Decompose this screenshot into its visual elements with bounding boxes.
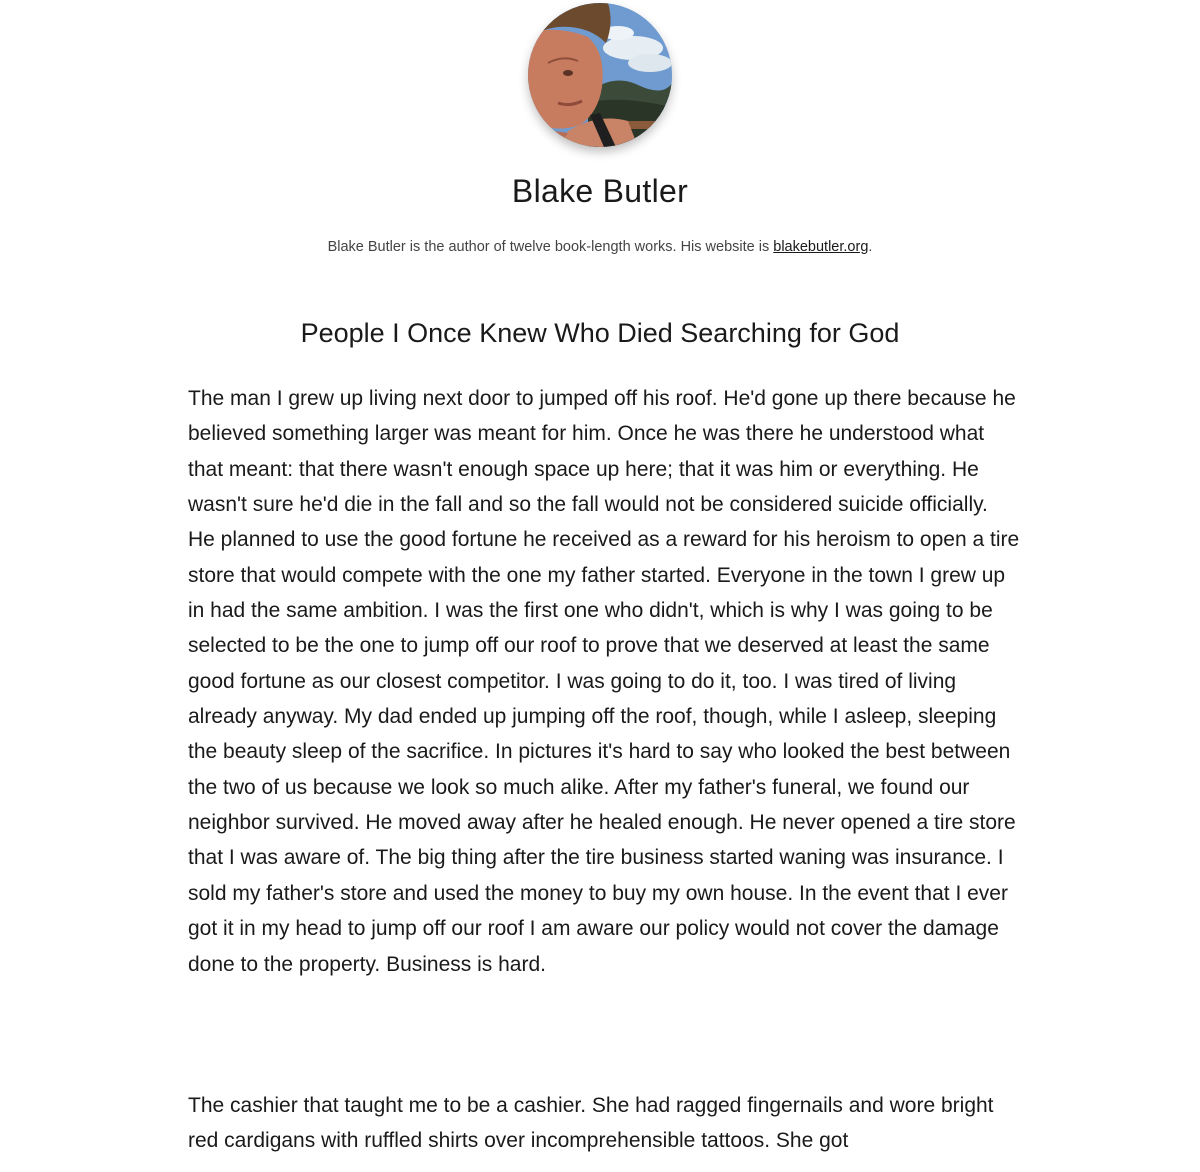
author-avatar (528, 3, 672, 147)
author-bio-end: . (868, 239, 873, 255)
story-title: People I Once Knew Who Died Searching for God (300, 318, 900, 348)
story-paragraph: The man I grew up living next door to jumped off his roof. He'd gone up there because he believed something larger was meant for him. Once he was there he understood what that meant: that there wasn't enough space up here; that it was him or everything. He wasn't sure he'd die in the fall and so the fall would not be considered suicide officially. He planned to use the good fortune he received as a reward for his heroism to open a tire store that would compete with the one my father started. Everyone in the town I grew up in had the same ambition. I was the first one who didn't, which is why I was going to be selected to be the one to jump off our roof to prove that we deserved at least the same good fortune as our closest competitor. I was going to do it, too. I was tired of living already anyway. My dad ended up jumping off the roof, though, while I asleep, sleeping the beauty sleep of the sacrifice. In pictures it's hard to say who looked the best between the two of us because we look so much alike. After my father's funeral, we found our neighbor survived. He moved away after he healed enough. He never opened a tire store that I was aware of. The big thing after the tire business started waning was insurance. I sold my father's store and used the money to buy my own house. In the event that I ever got it in my head to jump off our roof I am aware our policy would not cover the damage done to the property. Business is hard. (188, 387, 1020, 976)
avatar-photo-icon (528, 3, 672, 147)
author-name: Blake Butler (511, 173, 689, 209)
author-bio-text: Blake Butler is the author of twelve book-length works. His website is (327, 239, 774, 255)
story-paragraph: The cashier that taught me to be a cashier. She had ragged fingernails and wore bright red cardigans with ruffled shirts over incomprehensible tattoos. She got (188, 1093, 994, 1153)
author-bio (0, 237, 1200, 257)
author-website-link[interactable]: blakebutler.org (773, 239, 869, 255)
author-header (0, 0, 1200, 257)
story-body (188, 381, 1020, 1159)
